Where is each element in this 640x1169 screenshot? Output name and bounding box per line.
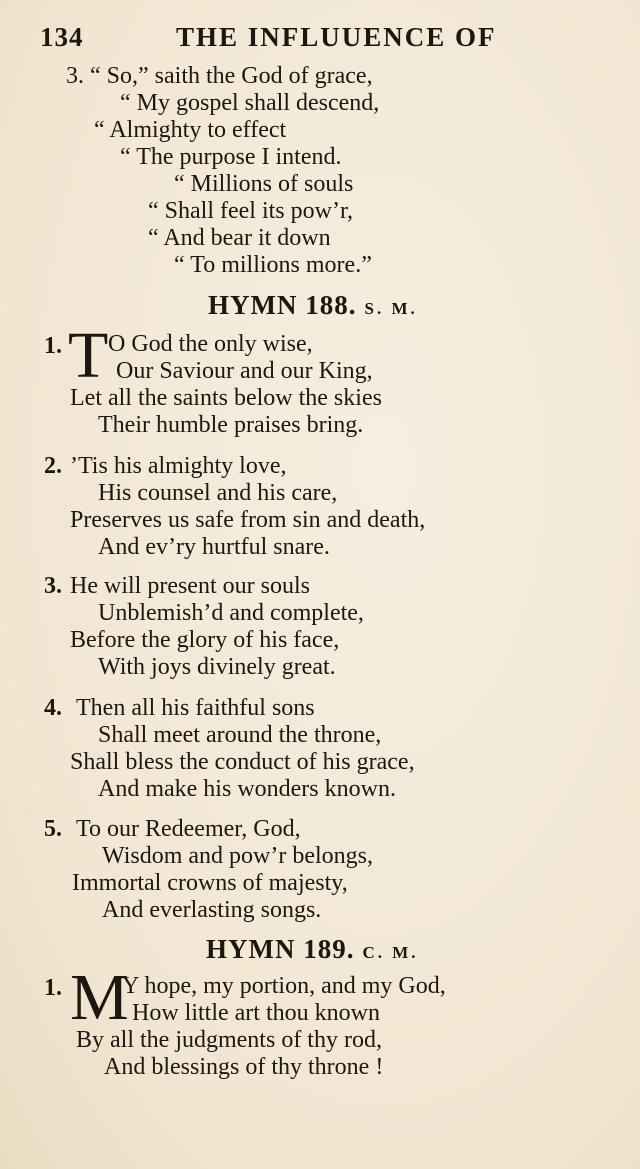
- verse-line: With joys divinely great.: [98, 654, 336, 680]
- hymn-meter: S. M.: [364, 299, 418, 318]
- verse-line: “ Shall feel its pow’r,: [148, 198, 353, 224]
- verse-line: Let all the saints below the skies: [70, 385, 382, 411]
- verse-line: Immortal crowns of majesty,: [72, 870, 348, 896]
- verse-line: And ev’ry hurtful snare.: [98, 534, 330, 560]
- verse-line: By all the judgments of thy rod,: [76, 1027, 382, 1053]
- verse-line: Shall meet around the throne,: [98, 722, 382, 748]
- verse-line: “ Almighty to effect: [94, 117, 287, 143]
- stanza-number: 2.: [44, 453, 62, 479]
- verse-line: “ My gospel shall descend,: [120, 90, 380, 116]
- hymn-title: HYMN 188.: [208, 290, 357, 320]
- page-number: 134: [40, 22, 84, 52]
- page-header: [40, 16, 600, 56]
- hymn-meter: C. M.: [362, 943, 419, 962]
- verse-line: Then all his faithful sons: [76, 695, 315, 721]
- verse-line: Our Saviour and our King,: [116, 358, 373, 384]
- drop-cap: M: [70, 961, 129, 1034]
- verse-line: How little art thou known: [132, 1000, 380, 1026]
- verse-line: Wisdom and pow’r belongs,: [102, 843, 373, 869]
- verse-line: “ And bear it down: [148, 225, 331, 251]
- verse-line: He will present our souls: [70, 573, 310, 599]
- drop-cap: T: [68, 319, 109, 392]
- hymn-title: HYMN 189.: [206, 934, 355, 964]
- verse-line: O God the only wise,: [108, 331, 313, 357]
- verse-line: “ The purpose I intend.: [120, 144, 342, 170]
- verse-line: And everlasting songs.: [102, 897, 322, 923]
- verse-line: To our Redeemer, God,: [76, 816, 301, 842]
- verse-line: And make his wonders known.: [98, 776, 396, 802]
- verse-line: Shall bless the conduct of his grace,: [70, 749, 415, 775]
- stanza-number: 3.: [44, 573, 62, 599]
- verse-line: Before the glory of his face,: [70, 627, 340, 653]
- verse-line: Their humble praises bring.: [98, 412, 364, 438]
- verse-line: “ To millions more.”: [174, 252, 372, 278]
- verse-line: And blessings of thy throne !: [104, 1054, 384, 1080]
- stanza-number: 1.: [44, 333, 62, 359]
- verse-line: ’Tis his almighty love,: [70, 453, 287, 479]
- stanza-number: 4.: [44, 695, 62, 721]
- hymn-189-heading: [206, 934, 419, 965]
- hymn-188-heading: [208, 290, 418, 321]
- stanza-number: 1.: [44, 975, 62, 1001]
- verse-line: Y hope, my portion, and my God,: [122, 973, 446, 999]
- verse-line: “ Millions of souls: [174, 171, 354, 197]
- stanza-number: 5.: [44, 816, 62, 842]
- verse-line: 3. “ So,” saith the God of grace,: [66, 63, 373, 89]
- verse-line: His counsel and his care,: [98, 480, 338, 506]
- running-head: THE INFLUUENCE OF: [176, 22, 497, 52]
- verse-line: Unblemish’d and complete,: [98, 600, 364, 626]
- verse-line: Preserves us safe from sin and death,: [70, 507, 426, 533]
